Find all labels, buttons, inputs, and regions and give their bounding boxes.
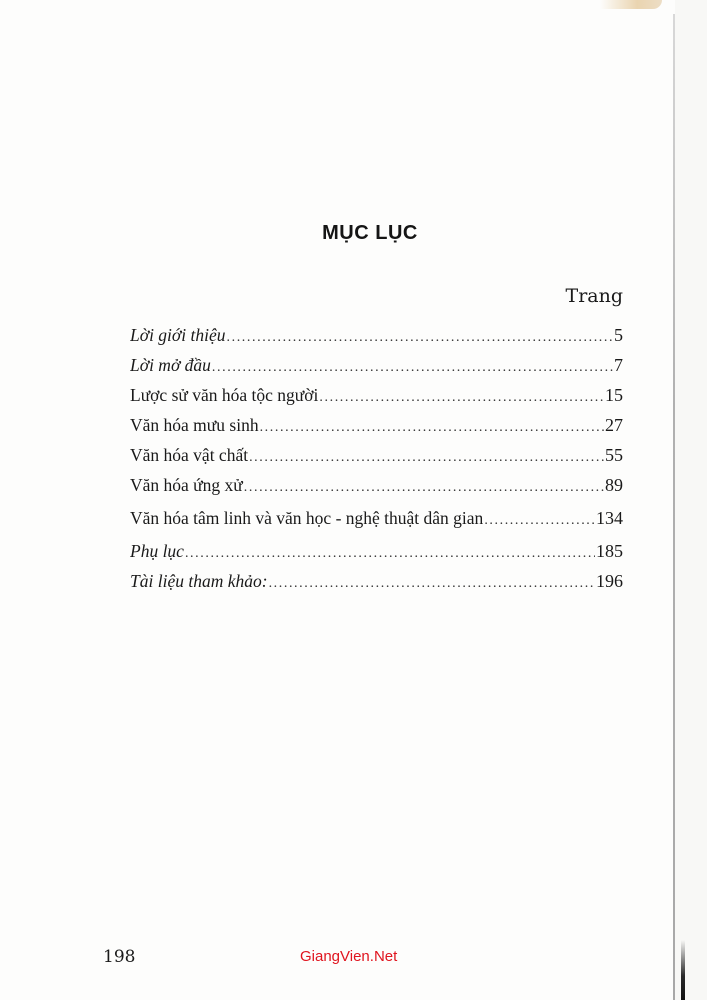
page-column-header: Trang xyxy=(565,285,623,307)
toc-dot-leader xyxy=(249,443,604,470)
page-edge-line xyxy=(673,14,675,1000)
toc-entry-page: 5 xyxy=(614,325,623,345)
toc-entry-page: 89 xyxy=(605,475,623,495)
page-edge-shade xyxy=(675,0,707,1000)
toc-dot-leader xyxy=(260,413,604,440)
toc-dot-leader xyxy=(269,569,595,596)
toc-entry-page: 15 xyxy=(605,385,623,405)
toc-entry-page: 134 xyxy=(596,508,623,528)
toc-entry xyxy=(130,440,623,470)
toc-entry-page: 27 xyxy=(605,415,623,435)
toc-entry-label: Lược sử văn hóa tộc người xyxy=(130,385,319,405)
toc-entry-label: Văn hóa vật chất xyxy=(130,445,249,465)
toc-entry xyxy=(130,350,623,380)
toc-entry-label: Tài liệu tham khảo: xyxy=(130,571,268,591)
watermark-link: GiangVien.Net xyxy=(300,948,398,965)
toc-entry-label: Văn hóa ứng xử xyxy=(130,475,243,495)
page-corner-smudge xyxy=(600,0,662,9)
toc-entry-label: Văn hóa tâm linh và văn học - nghệ thuật dân gian xyxy=(130,508,484,528)
toc-entry-page: 55 xyxy=(605,445,623,465)
page-title: MỤC LỤC xyxy=(322,222,418,244)
toc-entry-label: Phụ lục xyxy=(130,541,184,561)
toc-entry xyxy=(130,380,623,410)
table-of-contents xyxy=(130,320,623,596)
toc-entry xyxy=(130,503,623,533)
toc-entry-label: Lời mở đầu xyxy=(130,355,211,375)
toc-dot-leader xyxy=(319,383,604,410)
toc-entry xyxy=(130,536,623,566)
toc-entry-label: Lời giới thiệu xyxy=(130,325,226,345)
toc-entry xyxy=(130,470,623,500)
toc-dot-leader xyxy=(185,539,595,566)
toc-dot-leader xyxy=(227,323,614,350)
toc-entry xyxy=(130,320,623,350)
toc-dot-leader xyxy=(212,353,613,380)
toc-entry-label: Văn hóa mưu sinh xyxy=(130,415,259,435)
toc-entry-page: 185 xyxy=(596,541,623,561)
toc-entry xyxy=(130,566,623,596)
page-edge-shadow xyxy=(681,940,685,1000)
toc-entry-page: 7 xyxy=(614,355,623,375)
toc-entry xyxy=(130,410,623,440)
toc-dot-leader xyxy=(484,506,595,533)
page-number: 198 xyxy=(103,947,136,967)
toc-dot-leader xyxy=(244,473,604,500)
toc-entry-page: 196 xyxy=(596,571,623,591)
